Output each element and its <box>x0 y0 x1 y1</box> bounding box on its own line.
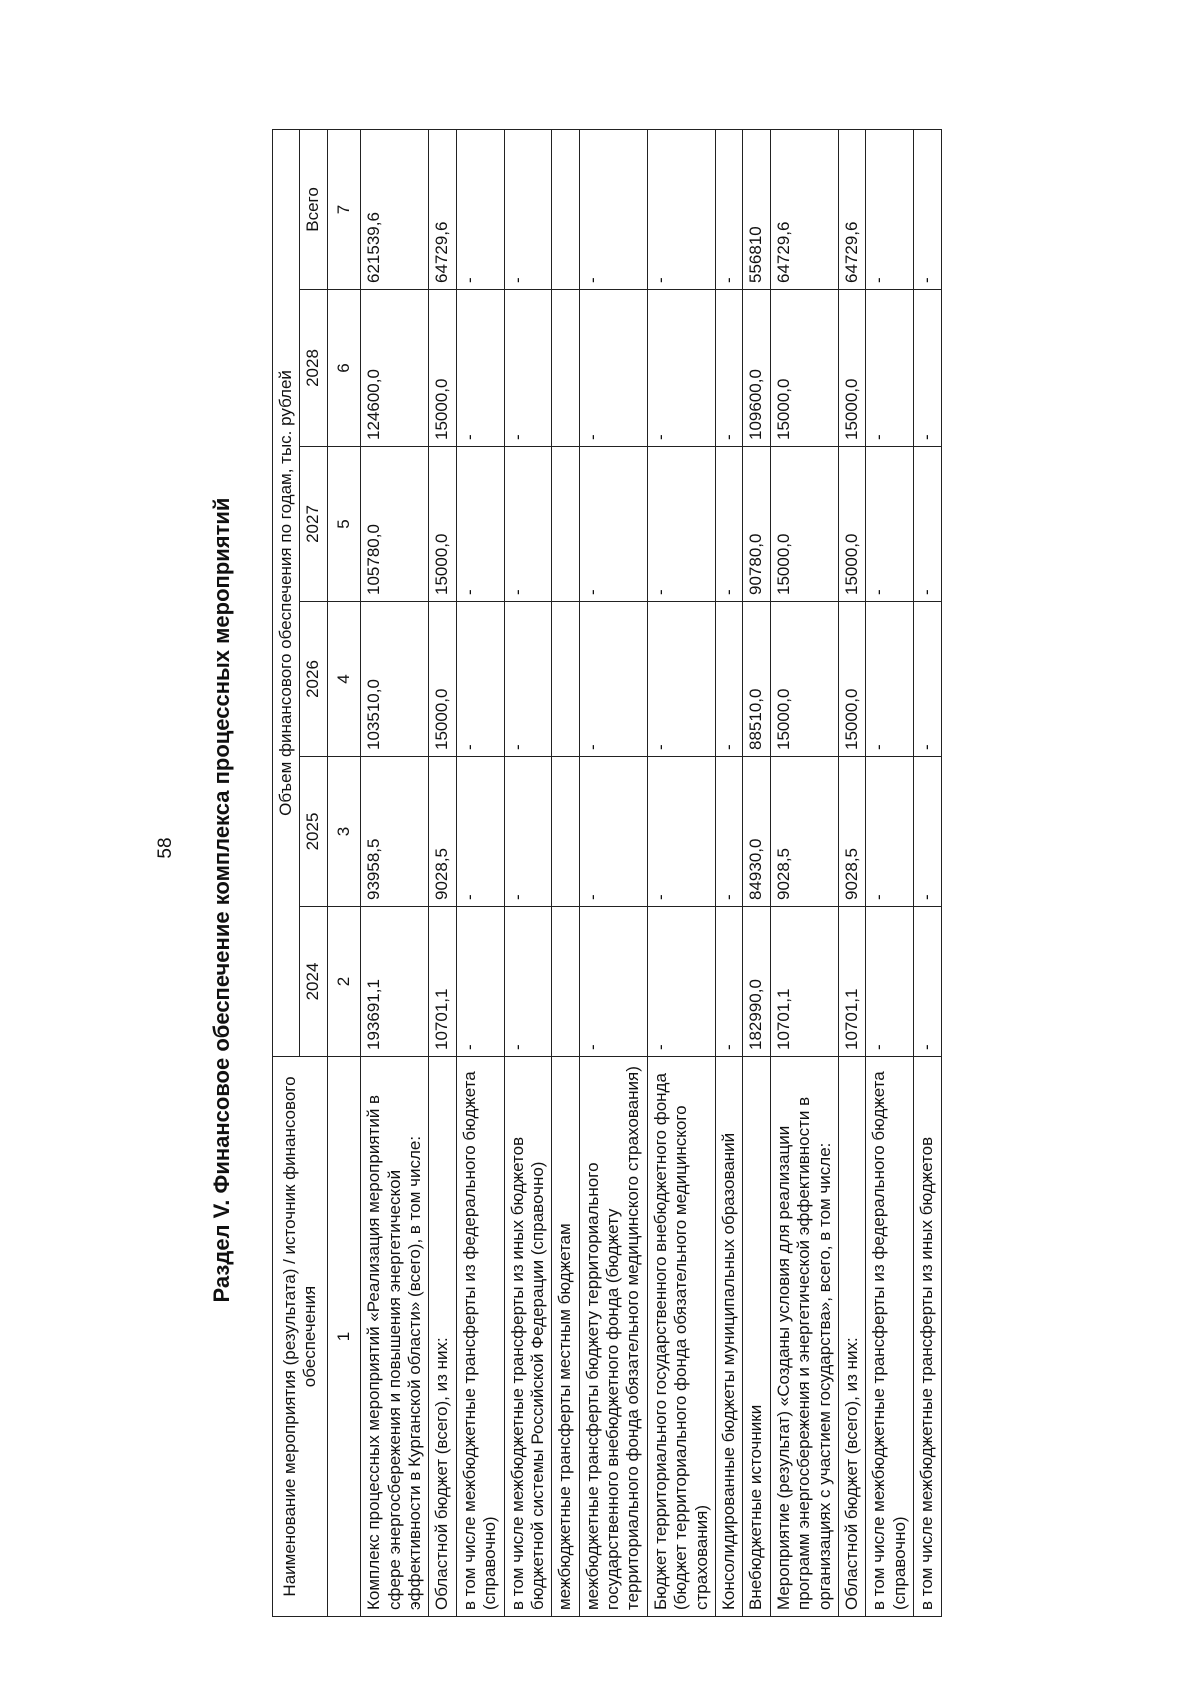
row-value-cell: - <box>504 129 552 289</box>
row-value-cell: - <box>866 129 914 289</box>
table-row <box>552 129 579 1616</box>
table-row <box>647 129 715 1616</box>
row-value-cell <box>552 447 579 602</box>
row-value-cell <box>552 290 579 447</box>
row-value-cell: - <box>866 757 914 907</box>
row-value-cell: - <box>914 290 941 447</box>
row-value-cell: - <box>504 447 552 602</box>
table-row <box>361 129 429 1616</box>
row-value-cell: 103510,0 <box>361 602 429 757</box>
row-name-cell: Областной бюджет (всего), из них: <box>838 1057 865 1617</box>
header-volume-cell: Объем финансового обеспечения по годам, тыс. рублей <box>273 129 300 1056</box>
row-value-cell <box>552 757 579 907</box>
row-value-cell: - <box>504 757 552 907</box>
column-number-cell: 7 <box>327 129 360 289</box>
row-name-cell: в том числе межбюджетные трансферты из иных бюджетов бюджетной системы Российской Федерации (справочно) <box>504 1057 552 1617</box>
table-row <box>914 129 941 1616</box>
row-value-cell: 88510,0 <box>743 602 770 757</box>
row-value-cell: - <box>914 602 941 757</box>
row-value-cell: - <box>579 447 647 602</box>
column-number-cell: 5 <box>327 447 360 602</box>
row-value-cell: - <box>716 757 743 907</box>
financing-table <box>272 129 942 1617</box>
row-value-cell: 10701,1 <box>838 907 865 1057</box>
row-value-cell: - <box>456 447 504 602</box>
row-value-cell: 15000,0 <box>838 602 865 757</box>
row-value-cell: - <box>456 907 504 1057</box>
row-value-cell: 15000,0 <box>429 447 456 602</box>
row-value-cell: 84930,0 <box>743 757 770 907</box>
row-value-cell: - <box>504 907 552 1057</box>
row-value-cell: - <box>579 757 647 907</box>
row-value-cell: 90780,0 <box>743 447 770 602</box>
row-value-cell: 15000,0 <box>429 290 456 447</box>
row-name-cell: Консолидированные бюджеты муниципальных образований <box>716 1057 743 1617</box>
row-name-cell: в том числе межбюджетные трансферты из федерального бюджета (справочно) <box>456 1057 504 1617</box>
column-numbers-row <box>327 129 360 1616</box>
row-value-cell: 15000,0 <box>429 602 456 757</box>
row-value-cell: 193691,1 <box>361 907 429 1057</box>
row-value-cell <box>552 602 579 757</box>
row-value-cell: - <box>504 602 552 757</box>
row-value-cell: - <box>647 447 715 602</box>
total-header-cell: Всего <box>300 129 327 289</box>
row-value-cell: - <box>579 907 647 1057</box>
row-value-cell: 9028,5 <box>429 757 456 907</box>
table-row <box>504 129 552 1616</box>
header-name-cell: Наименование мероприятия (результата) / источник финансового обеспечения <box>273 1057 328 1617</box>
row-value-cell: 109600,0 <box>743 290 770 447</box>
row-value-cell: 124600,0 <box>361 290 429 447</box>
table-row <box>716 129 743 1616</box>
year-header-cell: 2028 <box>300 290 327 447</box>
row-value-cell: - <box>647 757 715 907</box>
row-value-cell: - <box>716 290 743 447</box>
year-header-cell: 2024 <box>300 907 327 1057</box>
row-value-cell: - <box>579 290 647 447</box>
table-row <box>456 129 504 1616</box>
row-value-cell: 621539,6 <box>361 129 429 289</box>
row-value-cell: - <box>579 602 647 757</box>
row-value-cell: - <box>914 757 941 907</box>
table-row <box>429 129 456 1616</box>
row-name-cell: Мероприятие (результат) «Созданы условия для реализации программ энергосбережения и энергетической эффективности в организациях с участием государства», всего, в том числе: <box>770 1057 838 1617</box>
row-name-cell: Внебюджетные источники <box>743 1057 770 1617</box>
row-value-cell: - <box>866 907 914 1057</box>
year-header-cell: 2025 <box>300 757 327 907</box>
row-value-cell: 64729,6 <box>429 129 456 289</box>
row-value-cell: - <box>647 602 715 757</box>
row-value-cell: - <box>866 602 914 757</box>
row-value-cell: - <box>456 602 504 757</box>
row-value-cell: - <box>647 907 715 1057</box>
row-value-cell: 15000,0 <box>770 447 838 602</box>
row-name-cell: межбюджетные трансферты местным бюджетам <box>552 1057 579 1617</box>
table-row <box>770 129 838 1616</box>
year-header-cell: 2026 <box>300 602 327 757</box>
row-value-cell: - <box>914 447 941 602</box>
row-value-cell: 9028,5 <box>770 757 838 907</box>
row-value-cell: - <box>716 129 743 289</box>
row-value-cell: - <box>504 290 552 447</box>
column-number-cell: 3 <box>327 757 360 907</box>
row-value-cell: 10701,1 <box>770 907 838 1057</box>
row-value-cell <box>552 907 579 1057</box>
row-name-cell: Комплекс процессных мероприятий «Реализация мероприятий в сфере энергосбережения и повышения энергетической эффективности в Курганской области» (всего), в том числе: <box>361 1057 429 1617</box>
row-name-cell: в том числе межбюджетные трансферты из федерального бюджета (справочно) <box>866 1057 914 1617</box>
row-value-cell: - <box>647 129 715 289</box>
financing-table-container <box>272 130 1126 1617</box>
row-value-cell <box>552 129 579 289</box>
row-value-cell: - <box>716 602 743 757</box>
column-number-cell: 2 <box>327 907 360 1057</box>
column-number-cell: 4 <box>327 602 360 757</box>
row-value-cell: - <box>579 129 647 289</box>
row-value-cell: - <box>914 129 941 289</box>
section-title: Раздел V. Финансовое обеспечение комплекса процессных мероприятий <box>209 497 234 1303</box>
row-value-cell: - <box>456 290 504 447</box>
row-value-cell: - <box>866 290 914 447</box>
row-name-cell: Областной бюджет (всего), из них: <box>429 1057 456 1617</box>
page-number: 58 <box>155 837 176 859</box>
row-value-cell: 93958,5 <box>361 757 429 907</box>
row-value-cell: 15000,0 <box>770 290 838 447</box>
row-value-cell: - <box>716 907 743 1057</box>
row-value-cell: - <box>914 907 941 1057</box>
year-header-cell: 2027 <box>300 447 327 602</box>
table-row <box>743 129 770 1616</box>
row-value-cell: 64729,6 <box>770 129 838 289</box>
row-value-cell: - <box>647 290 715 447</box>
row-value-cell: 10701,1 <box>429 907 456 1057</box>
row-value-cell: 15000,0 <box>838 290 865 447</box>
row-name-cell: Бюджет территориального государственного внебюджетного фонда (бюджет территориального фонда обязательного медицинского страхования) <box>647 1057 715 1617</box>
row-value-cell: 15000,0 <box>838 447 865 602</box>
table-row <box>579 129 647 1616</box>
row-value-cell: - <box>866 447 914 602</box>
row-value-cell: 105780,0 <box>361 447 429 602</box>
row-value-cell: 9028,5 <box>838 757 865 907</box>
table-row <box>838 129 865 1616</box>
row-value-cell: 182990,0 <box>743 907 770 1057</box>
row-value-cell: - <box>456 757 504 907</box>
row-name-cell: в том числе межбюджетные трансферты из иных бюджетов <box>914 1057 941 1617</box>
column-number-cell: 6 <box>327 290 360 447</box>
row-value-cell: 64729,6 <box>838 129 865 289</box>
column-number-cell: 1 <box>327 1057 360 1617</box>
row-value-cell: - <box>456 129 504 289</box>
table-row <box>866 129 914 1616</box>
row-name-cell: межбюджетные трансферты бюджету территориального государственного внебюджетного фонда (бюджету территориального фонда обязательного медицинского страхования) <box>579 1057 647 1617</box>
row-value-cell: 556810 <box>743 129 770 289</box>
row-value-cell: 15000,0 <box>770 602 838 757</box>
row-value-cell: - <box>716 447 743 602</box>
header-row-1 <box>273 129 300 1616</box>
